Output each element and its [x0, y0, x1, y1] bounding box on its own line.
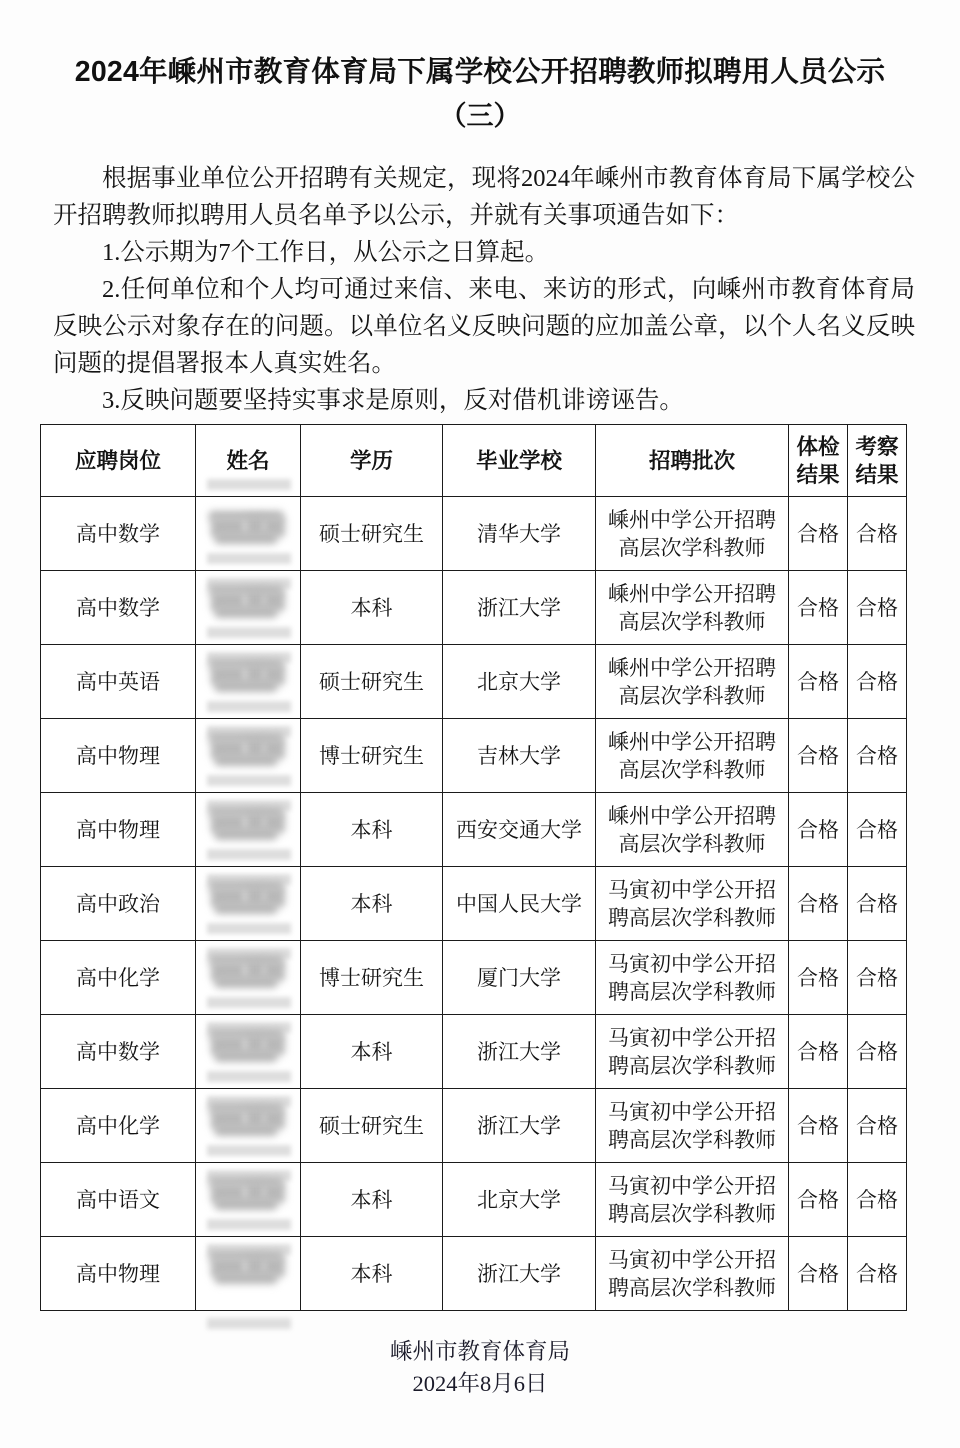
cell-post: 高中英语: [41, 645, 196, 719]
cell-school: 厦门大学: [443, 941, 596, 1015]
column-header-review-result: 考察结果: [848, 425, 907, 497]
column-header-batch: 招聘批次: [596, 425, 789, 497]
cell-post: 高中数学: [41, 497, 196, 571]
redaction-blur-overlay: [205, 1245, 291, 1303]
cell-name-redacted: [196, 941, 301, 1015]
cell-review-result: 合格: [848, 645, 907, 719]
cell-review-result: 合格: [848, 1015, 907, 1089]
cell-degree: 本科: [301, 1015, 443, 1089]
cell-medical-result: 合格: [789, 1015, 848, 1089]
cell-post: 高中物理: [41, 793, 196, 867]
cell-post: 高中物理: [41, 719, 196, 793]
cell-degree: 本科: [301, 1163, 443, 1237]
cell-name-redacted: [196, 1163, 301, 1237]
cell-school: 北京大学: [443, 1163, 596, 1237]
cell-batch: 嵊州中学公开招聘高层次学科教师: [596, 497, 789, 571]
cell-medical-result: 合格: [789, 1237, 848, 1311]
cell-name-redacted: [196, 571, 301, 645]
cell-degree: 本科: [301, 571, 443, 645]
table-header-row: [41, 425, 907, 497]
notice-intro-paragraph: 根据事业单位公开招聘有关规定，现将2024年嵊州市教育体育局下属学校公开招聘教师拟聘用人员名单予以公示，并就有关事项通告如下：: [53, 164, 915, 229]
cell-school: 北京大学: [443, 645, 596, 719]
cell-batch: 马寅初中学公开招聘高层次学科教师: [596, 867, 789, 941]
table-row: [41, 1237, 907, 1311]
cell-school: 中国人民大学: [443, 867, 596, 941]
redaction-blur-overlay: [205, 727, 291, 785]
signature-block: [0, 1336, 960, 1400]
cell-school: 清华大学: [443, 497, 596, 571]
cell-post: 高中化学: [41, 941, 196, 1015]
cell-review-result: 合格: [848, 1089, 907, 1163]
cell-medical-result: 合格: [789, 1163, 848, 1237]
cell-post: 高中语文: [41, 1163, 196, 1237]
redaction-blur-overlay: [205, 1171, 291, 1229]
cell-medical-result: 合格: [789, 793, 848, 867]
table-row: [41, 941, 907, 1015]
cell-medical-result: 合格: [789, 719, 848, 793]
cell-review-result: 合格: [848, 571, 907, 645]
page-title: 2024年嵊州市教育体育局下属学校公开招聘教师拟聘用人员公示: [74, 56, 886, 88]
cell-school: 浙江大学: [443, 571, 596, 645]
cell-post: 高中政治: [41, 867, 196, 941]
table-header: [41, 425, 907, 497]
table-row: [41, 719, 907, 793]
table-row: [41, 793, 907, 867]
table-body: [41, 497, 907, 1311]
redaction-blur-overlay: [205, 801, 291, 859]
cell-batch: 嵊州中学公开招聘高层次学科教师: [596, 571, 789, 645]
column-header-medical-result: 体检结果: [789, 425, 848, 497]
cell-degree: 本科: [301, 793, 443, 867]
table-row: [41, 1163, 907, 1237]
cell-medical-result: 合格: [789, 571, 848, 645]
cell-post: 高中数学: [41, 571, 196, 645]
cell-medical-result: 合格: [789, 1089, 848, 1163]
cell-degree: 硕士研究生: [301, 1089, 443, 1163]
roster-table: [40, 424, 907, 1311]
issue-date: 2024年8月6日: [412, 1371, 548, 1396]
cell-degree: 硕士研究生: [301, 497, 443, 571]
table-row: [41, 1089, 907, 1163]
cell-review-result: 合格: [848, 497, 907, 571]
table-row: [41, 571, 907, 645]
column-header-name: 姓名: [196, 425, 301, 497]
redaction-blur-overlay: [205, 1023, 291, 1081]
table-row: [41, 1015, 907, 1089]
cell-medical-result: 合格: [789, 867, 848, 941]
cell-post: 高中化学: [41, 1089, 196, 1163]
cell-name-redacted: [196, 867, 301, 941]
cell-batch: 嵊州中学公开招聘高层次学科教师: [596, 793, 789, 867]
cell-review-result: 合格: [848, 793, 907, 867]
notice-item-1: 1.公示期为7个工作日，从公示之日算起。: [102, 238, 550, 266]
redaction-blur-overlay: [205, 579, 291, 637]
redaction-blur-overlay: [205, 653, 291, 711]
cell-batch: 嵊州中学公开招聘高层次学科教师: [596, 719, 789, 793]
cell-medical-result: 合格: [789, 941, 848, 1015]
cell-batch: 马寅初中学公开招聘高层次学科教师: [596, 1163, 789, 1237]
notice-item-2: 2.任何单位和个人均可通过来信、来电、来访的形式，向嵊州市教育体育局反映公示对象存在的问题。以单位名义反映问题的应加盖公章，以个人名义反映问题的提倡署报本人真实姓名。: [53, 275, 915, 377]
cell-school: 吉林大学: [443, 719, 596, 793]
cell-review-result: 合格: [848, 1237, 907, 1311]
cell-batch: 马寅初中学公开招聘高层次学科教师: [596, 1237, 789, 1311]
cell-school: 浙江大学: [443, 1237, 596, 1311]
redaction-blur-overlay: [205, 1097, 291, 1155]
column-header-degree: 学历: [301, 425, 443, 497]
issuer-name: 嵊州市教育体育局: [389, 1339, 570, 1364]
cell-review-result: 合格: [848, 867, 907, 941]
cell-school: 浙江大学: [443, 1015, 596, 1089]
cell-name-redacted: [196, 793, 301, 867]
cell-review-result: 合格: [848, 719, 907, 793]
roster-table-container: [40, 424, 906, 1311]
cell-degree: 本科: [301, 867, 443, 941]
cell-medical-result: 合格: [789, 645, 848, 719]
cell-school: 浙江大学: [443, 1089, 596, 1163]
notice-item-3: 3.反映问题要坚持实事求是原则，反对借机诽谤诬告。: [102, 386, 684, 414]
page-title-subpart: （三）: [439, 100, 521, 131]
cell-degree: 硕士研究生: [301, 645, 443, 719]
cell-degree: 博士研究生: [301, 719, 443, 793]
cell-batch: 马寅初中学公开招聘高层次学科教师: [596, 1089, 789, 1163]
cell-name-redacted: [196, 1089, 301, 1163]
cell-school: 西安交通大学: [443, 793, 596, 867]
cell-name-redacted: [196, 645, 301, 719]
cell-post: 高中数学: [41, 1015, 196, 1089]
table-row: [41, 497, 907, 571]
cell-degree: 博士研究生: [301, 941, 443, 1015]
redaction-blur-overlay: [205, 505, 291, 563]
cell-batch: 嵊州中学公开招聘高层次学科教师: [596, 645, 789, 719]
cell-medical-result: 合格: [789, 497, 848, 571]
cell-name-redacted: [196, 719, 301, 793]
cell-name-redacted: [196, 1015, 301, 1089]
cell-degree: 本科: [301, 1237, 443, 1311]
cell-batch: 马寅初中学公开招聘高层次学科教师: [596, 1015, 789, 1089]
cell-review-result: 合格: [848, 941, 907, 1015]
redaction-blur-overlay: [205, 949, 291, 1007]
table-row: [41, 867, 907, 941]
table-row: [41, 645, 907, 719]
cell-name-redacted: [196, 497, 301, 571]
cell-batch: 马寅初中学公开招聘高层次学科教师: [596, 941, 789, 1015]
cell-review-result: 合格: [848, 1163, 907, 1237]
redaction-blur-overlay: [205, 875, 291, 933]
column-header-post: 应聘岗位: [41, 425, 196, 497]
notice-body: [53, 160, 915, 456]
cell-post: 高中物理: [41, 1237, 196, 1311]
column-header-school: 毕业学校: [443, 425, 596, 497]
cell-name-redacted: [196, 1237, 301, 1311]
